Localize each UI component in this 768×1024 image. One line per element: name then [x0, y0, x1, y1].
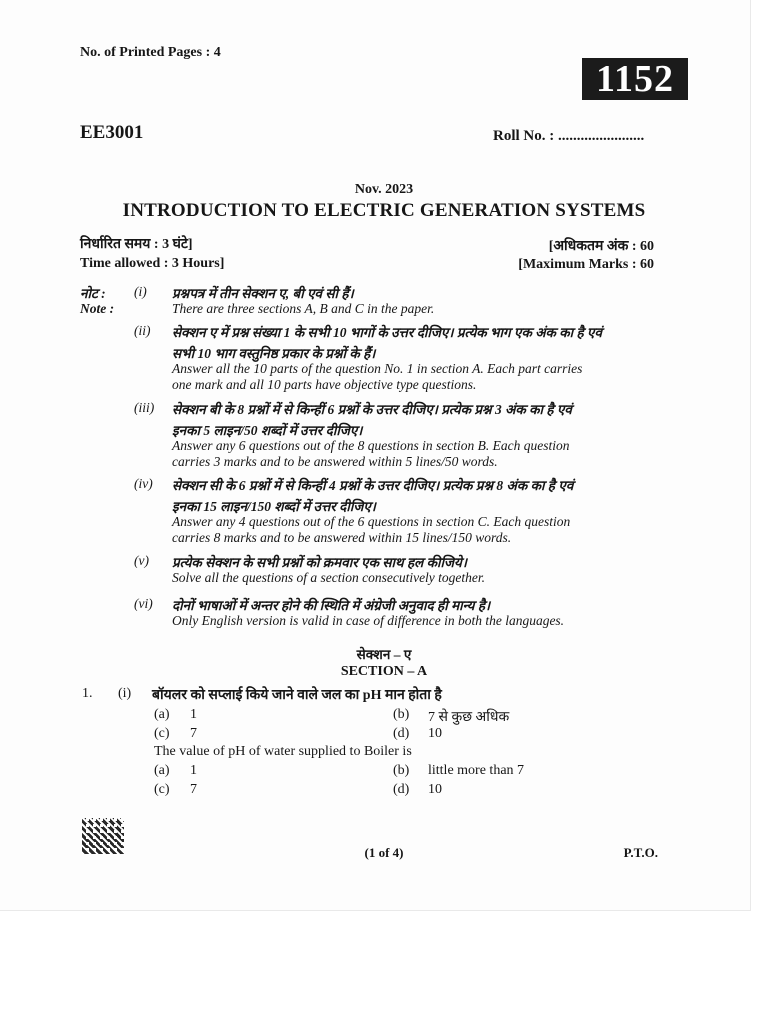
paper-code-badge: 1152: [582, 58, 688, 100]
option-label: (b): [393, 763, 410, 778]
option-hindi-text: 7 से कुछ अधिक: [428, 710, 510, 725]
option-hindi-label: (d): [393, 726, 410, 741]
instruction-text: Only English version is valid in case of difference in both the languages.: [172, 613, 565, 628]
instruction-text-hindi: दोनों भाषाओं में अन्तर होने की स्थिति में अंग्रेजी अनुवाद ही मान्य है।: [172, 598, 491, 613]
subject-code: EE3001: [80, 122, 144, 143]
section-heading: SECTION – A: [340, 664, 428, 679]
instruction-text: Answer any 6 questions out of the 8 questions in section B. Each question: [172, 438, 570, 453]
question-text: The value of pH of water supplied to Boiler is: [154, 744, 412, 759]
option-text: little more than 7: [428, 763, 525, 778]
instruction-text: one mark and all 10 parts have objective type questions.: [172, 377, 477, 392]
instruction-text: There are three sections A, B and C in the paper.: [172, 301, 435, 316]
note-label: Note :: [80, 301, 115, 316]
time-allowed-hindi: निर्धारित समय : 3 घंटे]: [80, 237, 193, 252]
question-part: (i): [118, 686, 132, 701]
instruction-number: (i): [134, 284, 147, 299]
time-allowed: Time allowed : 3 Hours]: [80, 256, 225, 271]
instruction-number: (iv): [134, 476, 153, 491]
option-hindi-text: 7: [190, 726, 197, 741]
option-text: 1: [190, 763, 197, 778]
printed-pages: No. of Printed Pages : 4: [80, 45, 221, 60]
option-text: 7: [190, 782, 197, 797]
instruction-text: carries 8 marks and to be answered within 15 lines/150 words.: [172, 530, 512, 545]
page-number: (1 of 4): [364, 845, 404, 860]
instruction-text: Answer all the 10 parts of the question No. 1 in section A. Each part carries: [172, 361, 583, 376]
instruction-number: (vi): [134, 596, 153, 611]
option-hindi-label: (a): [154, 707, 170, 722]
instruction-text-hindi: प्रश्नपत्र में तीन सेक्शन ए, बी एवं सी हैं।: [172, 286, 354, 301]
maximum-marks-hindi: [अधिकतम अंक : 60: [548, 239, 654, 254]
instruction-text-hindi: सेक्शन सी के 6 प्रश्नों में से किन्हीं 4 प्रश्नों के उत्तर दीजिए। प्रत्येक प्रश्न 8 अंक का है एवं: [172, 478, 574, 493]
paper-title: INTRODUCTION TO ELECTRIC GENERATION SYSTEMS: [122, 200, 646, 221]
please-turn-over: P.T.O.: [623, 845, 658, 860]
instruction-text-hindi: इनका 5 लाइन/50 शब्दों में उत्तर दीजिए।: [172, 423, 363, 438]
instruction-number: (ii): [134, 323, 151, 338]
option-label: (a): [154, 763, 170, 778]
instruction-number: (iii): [134, 400, 155, 415]
section-heading-hindi: सेक्शन – ए: [356, 647, 412, 662]
instruction-text-hindi: सभी 10 भाग वस्तुनिष्ठ प्रकार के प्रश्नों के हैं।: [172, 346, 376, 361]
instruction-text-hindi: प्रत्येक सेक्शन के सभी प्रश्नों को क्रमवार एक साथ हल कीजिये।: [172, 555, 467, 570]
option-hindi-text: 1: [190, 707, 197, 722]
note-label-hindi: नोट :: [80, 286, 106, 301]
instruction-text: Solve all the questions of a section consecutively together.: [172, 570, 486, 585]
maximum-marks: [Maximum Marks : 60: [518, 257, 654, 272]
option-label: (c): [154, 782, 170, 797]
option-label: (d): [393, 782, 410, 797]
instruction-text: Answer any 4 questions out of the 6 questions in section C. Each question: [172, 514, 571, 529]
option-hindi-label: (b): [393, 707, 410, 722]
roll-number: Roll No. : .......................: [493, 128, 645, 144]
instruction-text-hindi: इनका 15 लाइन/150 शब्दों में उत्तर दीजिए।: [172, 499, 376, 514]
option-hindi-label: (c): [154, 726, 170, 741]
question-text-hindi: बॉयलर को सप्लाई किये जाने वाले जल का pH मान होता है: [152, 688, 442, 703]
instruction-number: (v): [134, 553, 149, 568]
instruction-text-hindi: सेक्शन ए में प्रश्न संख्या 1 के सभी 10 भागों के उत्तर दीजिए। प्रत्येक भाग एक अंक का है एवं: [172, 325, 603, 340]
instruction-text: carries 3 marks and to be answered within 5 lines/50 words.: [172, 454, 498, 469]
exam-date: Nov. 2023: [354, 182, 414, 197]
instruction-text-hindi: सेक्शन बी के 8 प्रश्नों में से किन्हीं 6 प्रश्नों के उत्तर दीजिए। प्रत्येक प्रश्न 3 अंक का है एवं: [172, 402, 572, 417]
question-number: 1.: [82, 686, 93, 701]
option-hindi-text: 10: [428, 726, 442, 741]
option-text: 10: [428, 782, 442, 797]
